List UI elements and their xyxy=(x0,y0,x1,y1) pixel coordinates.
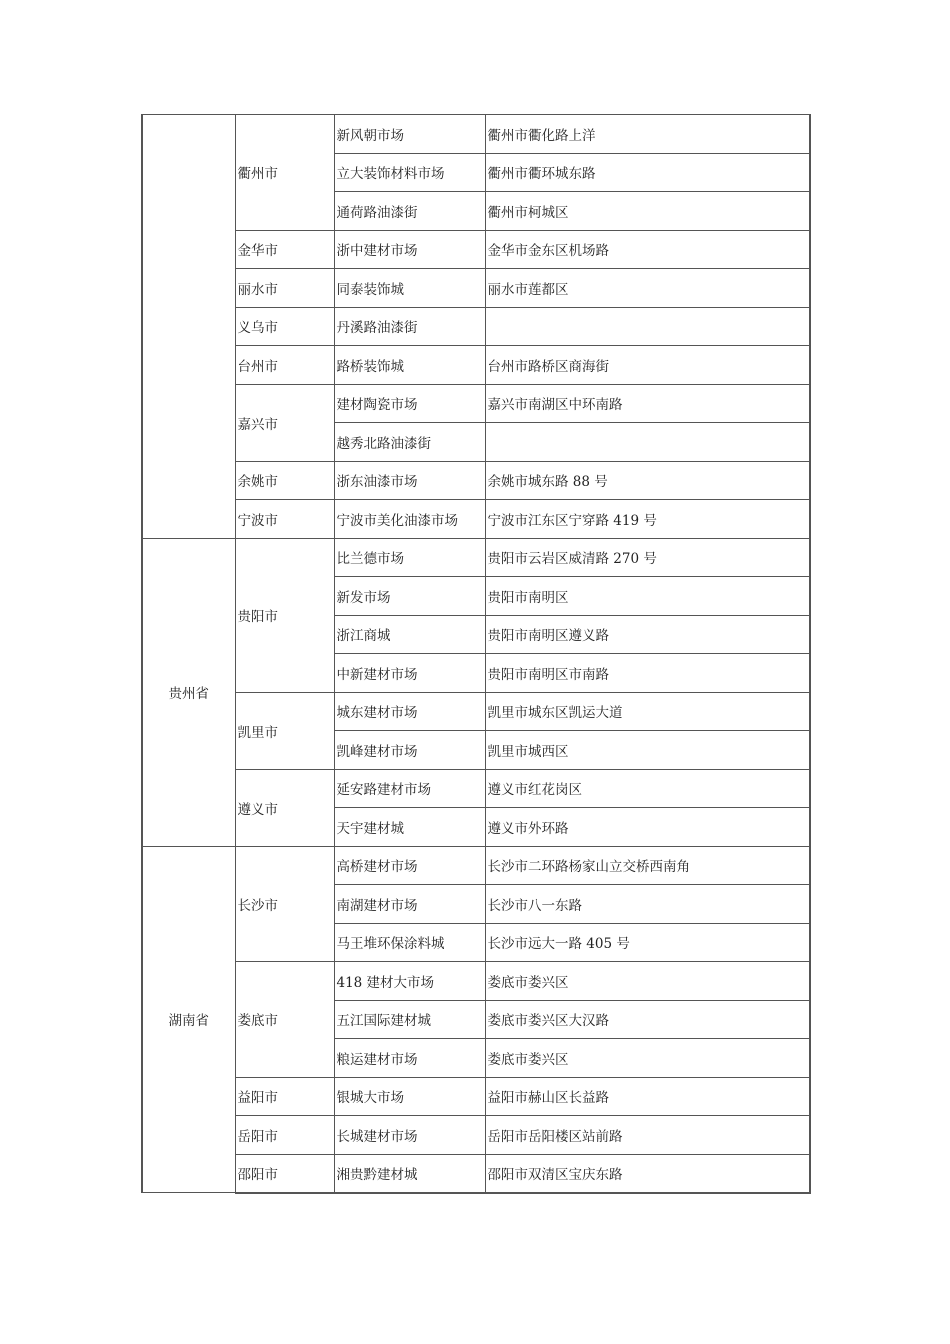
market-address-cell: 宁波市江东区宁穿路 419 号 xyxy=(485,500,810,539)
table-row xyxy=(142,500,810,539)
province-cell: 贵州省 xyxy=(142,538,235,846)
city-cell: 余姚市 xyxy=(235,461,334,500)
city-cell: 丽水市 xyxy=(235,269,334,308)
market-address-cell: 长沙市二环路杨家山立交桥西南角 xyxy=(485,846,810,885)
city-cell: 长沙市 xyxy=(235,846,334,962)
market-name-cell: 马王堆环保涂料城 xyxy=(334,923,485,962)
market-address-cell: 贵阳市南明区市南路 xyxy=(485,654,810,693)
table-row xyxy=(142,538,810,577)
market-name-cell: 丹溪路油漆街 xyxy=(334,307,485,346)
city-cell: 嘉兴市 xyxy=(235,384,334,461)
market-name-cell: 五江国际建材城 xyxy=(334,1000,485,1039)
market-name-cell: 越秀北路油漆街 xyxy=(334,423,485,462)
table-row xyxy=(142,962,810,1001)
market-name-cell: 通荷路油漆街 xyxy=(334,192,485,231)
market-address-cell: 丽水市莲都区 xyxy=(485,269,810,308)
city-cell: 义乌市 xyxy=(235,307,334,346)
market-address-cell: 衢州市衢环城东路 xyxy=(485,153,810,192)
table-row xyxy=(142,461,810,500)
market-address-cell: 益阳市赫山区长益路 xyxy=(485,1077,810,1116)
table-row xyxy=(142,307,810,346)
market-address-cell: 贵阳市云岩区威清路 270 号 xyxy=(485,538,810,577)
market-address-cell: 娄底市娄兴区 xyxy=(485,962,810,1001)
city-cell: 娄底市 xyxy=(235,962,334,1078)
table-row xyxy=(142,115,810,154)
market-name-cell: 比兰德市场 xyxy=(334,538,485,577)
market-name-cell: 立大装饰材料市场 xyxy=(334,153,485,192)
city-cell: 金华市 xyxy=(235,230,334,269)
market-name-cell: 宁波市美化油漆市场 xyxy=(334,500,485,539)
city-cell: 凯里市 xyxy=(235,692,334,769)
market-table xyxy=(141,114,811,1194)
market-name-cell: 天宇建材城 xyxy=(334,808,485,847)
market-address-cell: 嘉兴市南湖区中环南路 xyxy=(485,384,810,423)
market-name-cell: 浙中建材市场 xyxy=(334,230,485,269)
market-address-cell xyxy=(485,307,810,346)
market-name-cell: 新发市场 xyxy=(334,577,485,616)
market-name-cell: 同泰装饰城 xyxy=(334,269,485,308)
market-name-cell: 城东建材市场 xyxy=(334,692,485,731)
market-address-cell: 贵阳市南明区 xyxy=(485,577,810,616)
market-address-cell: 娄底市娄兴区大汉路 xyxy=(485,1000,810,1039)
market-name-cell: 凯峰建材市场 xyxy=(334,731,485,770)
table-row xyxy=(142,1116,810,1155)
market-name-cell: 湘贵黔建材城 xyxy=(334,1154,485,1193)
market-name-cell: 418 建材大市场 xyxy=(334,962,485,1001)
table-row xyxy=(142,769,810,808)
table-row xyxy=(142,846,810,885)
market-name-cell: 建材陶瓷市场 xyxy=(334,384,485,423)
market-address-cell: 娄底市娄兴区 xyxy=(485,1039,810,1078)
table-row xyxy=(142,269,810,308)
market-name-cell: 路桥装饰城 xyxy=(334,346,485,385)
market-name-cell: 高桥建材市场 xyxy=(334,846,485,885)
city-cell: 益阳市 xyxy=(235,1077,334,1116)
market-address-cell: 遵义市外环路 xyxy=(485,808,810,847)
market-name-cell: 南湖建材市场 xyxy=(334,885,485,924)
table-row xyxy=(142,1154,810,1193)
market-name-cell: 粮运建材市场 xyxy=(334,1039,485,1078)
table-row xyxy=(142,384,810,423)
table-row xyxy=(142,1077,810,1116)
city-cell: 遵义市 xyxy=(235,769,334,846)
market-address-cell xyxy=(485,423,810,462)
market-name-cell: 中新建材市场 xyxy=(334,654,485,693)
market-address-cell: 岳阳市岳阳楼区站前路 xyxy=(485,1116,810,1155)
market-table-body xyxy=(142,115,810,1193)
province-cell: 湖南省 xyxy=(142,846,235,1193)
market-address-cell: 贵阳市南明区遵义路 xyxy=(485,615,810,654)
market-name-cell: 银城大市场 xyxy=(334,1077,485,1116)
market-address-cell: 余姚市城东路 88 号 xyxy=(485,461,810,500)
market-address-cell: 衢州市柯城区 xyxy=(485,192,810,231)
market-name-cell: 长城建材市场 xyxy=(334,1116,485,1155)
table-row xyxy=(142,346,810,385)
market-address-cell: 金华市金东区机场路 xyxy=(485,230,810,269)
market-name-cell: 延安路建材市场 xyxy=(334,769,485,808)
city-cell: 衢州市 xyxy=(235,115,334,231)
city-cell: 宁波市 xyxy=(235,500,334,539)
market-address-cell: 衢州市衢化路上洋 xyxy=(485,115,810,154)
province-cell xyxy=(142,115,235,539)
market-address-cell: 邵阳市双清区宝庆东路 xyxy=(485,1154,810,1193)
city-cell: 邵阳市 xyxy=(235,1154,334,1193)
market-address-cell: 台州市路桥区商海街 xyxy=(485,346,810,385)
table-row xyxy=(142,230,810,269)
market-name-cell: 浙江商城 xyxy=(334,615,485,654)
city-cell: 岳阳市 xyxy=(235,1116,334,1155)
market-address-cell: 长沙市八一东路 xyxy=(485,885,810,924)
market-address-cell: 长沙市远大一路 405 号 xyxy=(485,923,810,962)
market-address-cell: 遵义市红花岗区 xyxy=(485,769,810,808)
city-cell: 台州市 xyxy=(235,346,334,385)
market-address-cell: 凯里市城西区 xyxy=(485,731,810,770)
table-row xyxy=(142,692,810,731)
market-name-cell: 浙东油漆市场 xyxy=(334,461,485,500)
market-name-cell: 新风朝市场 xyxy=(334,115,485,154)
city-cell: 贵阳市 xyxy=(235,538,334,692)
market-address-cell: 凯里市城东区凯运大道 xyxy=(485,692,810,731)
